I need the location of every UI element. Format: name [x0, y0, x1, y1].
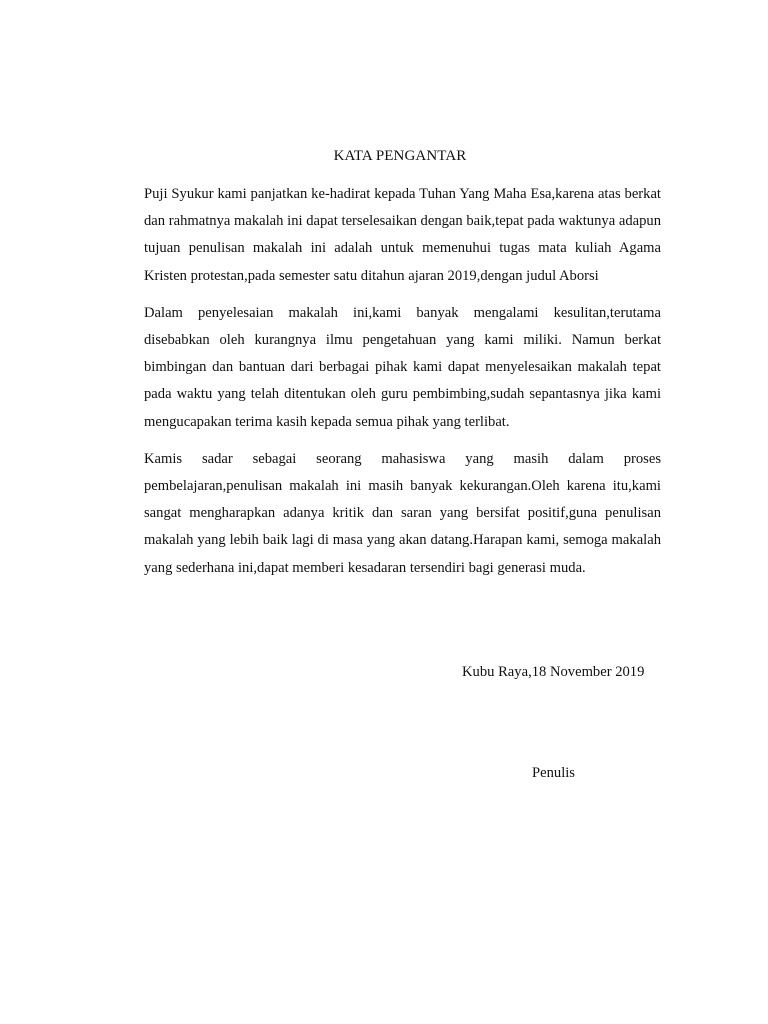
paragraph-2: Dalam penyelesaian makalah ini,kami banyak mengalami kesulitan,terutama disebabkan oleh kurangnya ilmu pengetahuan yang kami miliki. Namun berkat bimbingan dan bantuan dari berbagai pihak kami dapat menyelesaikan makalah tepat pada waktu yang telah ditentukan oleh guru pembimbing,sudah sepantasnya jika kami mengucapakan terima kasih kepada semua pihak yang terlibat.	[144, 304, 661, 430]
paragraph-1: Puji Syukur kami panjatkan ke-hadirat kepada Tuhan Yang Maha Esa,karena atas berkat dan rahmatnya makalah ini dapat terselesaikan dengan baik,tepat pada waktunya adapun tujuan penulisan makalah ini adalah untuk memenuhui tugas mata kuliah Agama Kristen protestan,pada semester satu ditahun ajaran 2019,dengan judul Aborsi	[144, 186, 661, 284]
author-signature: Penulis	[532, 765, 575, 781]
paragraph-3: Kamis sadar sebagai seorang mahasiswa yang masih dalam proses pembelajaran,penulisan makalah ini masih banyak kekurangan.Oleh karena itu,kami sangat mengharapkan adanya kritik dan saran yang bersifat positif,guna penulisan makalah yang lebih baik lagi di masa yang akan datang.Harapan kami, semoga makalah yang sederhana ini,dapat memberi kesadaran tersendiri bagi generasi muda.	[144, 450, 661, 576]
body-text	[144, 181, 661, 592]
place-and-date: Kubu Raya,18 November 2019	[462, 664, 645, 680]
page-title: KATA PENGANTAR	[333, 148, 467, 164]
